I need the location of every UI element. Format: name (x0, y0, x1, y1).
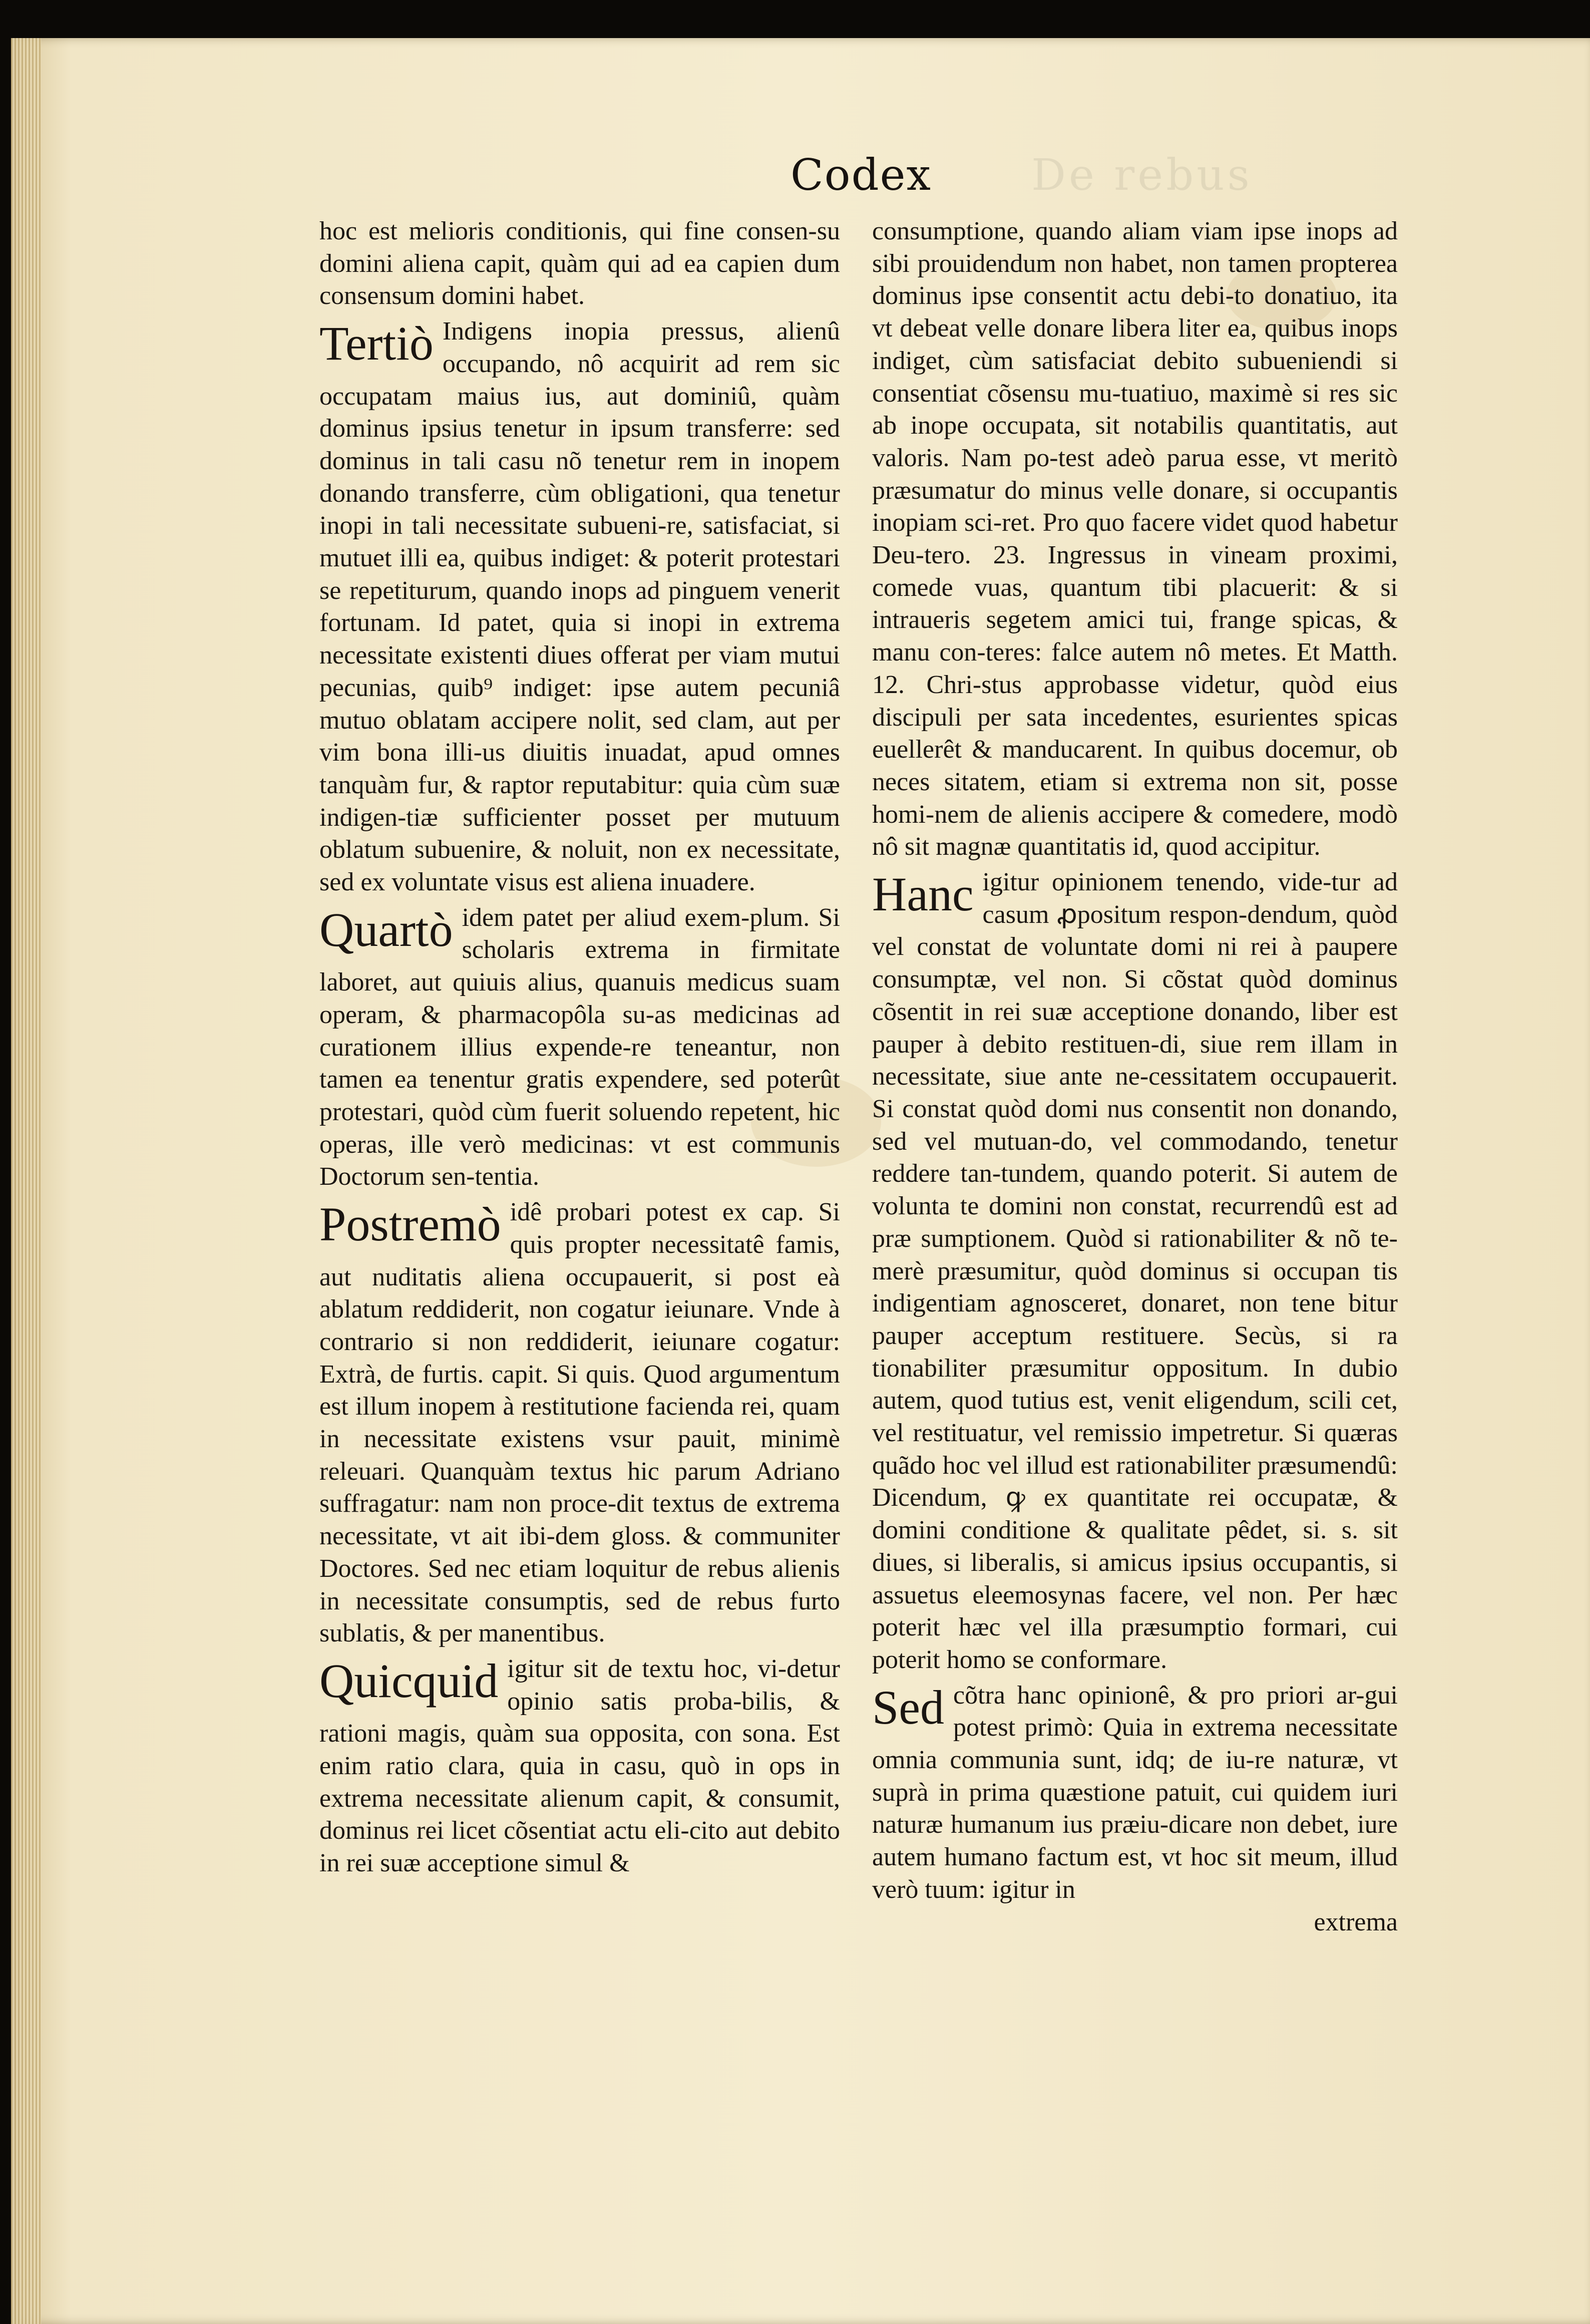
continuation-text: consumptione, quando aliam viam ipse inops ad sibi prouidendum non habet, non tamen propterea dominus ipse consentit actu debi-to donatiuo, ita vt debeat velle donare libera liter ea, quibus inops indiget, cùm satisfaciat debito subueniendi si consentiat cõsensu mu-tuatiuo, maximè si res sic ab inope occupata, sit notabilis quantitatis, aut valoris. Nam po-test adeò parua esse, vt meritò præsumatur do minus velle donare, si occupantis inopiam sci-ret. Pro quo facere videt quod habetur Deu-tero. 23. Ingressus in vineam proximi, comede vuas, quantum tibi placuerit: & si intraueris segetem amici tui, frange spicas, & manu con-teres: falce autem nô metes. Et Matth. 12. Chri-stus approbasse videtur, quòd eius discipuli per sata incedentes, esurientes spicas euellerêt & manducarent. In quibus docemur, ob neces sitatem, etiam si extrema non sit, posse homi-nem de alienis accipere & comedere, modò nô sit magnæ quantitatis id, quod accipitur. (872, 217, 1398, 861)
section-sed (872, 1680, 1398, 1906)
continuation-text: hoc est melioris conditionis, qui fine consen-su domini aliena capit, quàm qui ad ea capien dum consensum domini habet. (319, 217, 840, 310)
section-hanc (872, 866, 1398, 1677)
right-column (872, 215, 1398, 1938)
section-text: igitur opinionem tenendo, vide-tur ad casum ꝓpositum respon-dendum, quòd vel constat de voluntate domi ni rei à paupere consumptæ, vel non. Si cõstat quòd dominus cõsentit in rei suæ acceptione donando, liber est pauper à debito restituen-di, siue rem illam in necessitate, siue ante ne-cessitatem occupauerit. Si constat quòd domi nus consentit non donando, sed vel mutuan-do, vel commodando, tenetur reddere tan-tundem, quando poterit. Si autem de volunta te domini non constat, recurrendû est ad præ sumptionem. Quòd si rationabiliter & nõ te-merè præsumitur, quòd dominus si occupan tis indigentiam agnosceret, donaret, non tene bitur pauper acceptum restituere. Secùs, si ra tionabiliter præsumitur oppositum. In dubio autem, quod tutius est, venit eligendum, scili cet, vel restituatur, vel remissio impetretur. Si quæras quãdo hoc vel illud est rationabiliter præsumendû: Dicendum, ꝙ ex quantitate rei occupatæ, & domini conditione & qualitate pêdet, si. s. sit diues, si liberalis, si amicus ipsius occupantis, si assuetus eleemosynas facere, vel non. Per hæc poterit hæc vel illa præsumptio formari, cui poterit homo se conformare. (872, 868, 1398, 1674)
page-edge (11, 38, 41, 2324)
section-postremo (319, 1196, 840, 1650)
catchword: extrema (1314, 1907, 1398, 1936)
initial-word: Sed (872, 1680, 944, 1734)
section-tertio (319, 315, 840, 899)
initial-word: Quartò (319, 902, 453, 956)
section-text: idem patet per aliud exem-plum. Si scholaris extrema in firmitate laboret, aut quiuis alius, quanuis medicus suam operam, & pharmacopôla su-as medicinas ad curationem illius expende-re teneantur, non tamen ea tenentur gratis expendere, sed poterût protestari, quòd cùm fuerit soluendo repetent, hic operas, ille verò medicinas: vt est communis Doctorum sen-tentia. (319, 903, 840, 1191)
left-column (319, 215, 840, 1880)
initial-word: Quicquid (319, 1653, 499, 1708)
initial-word: Tertiò (319, 316, 434, 371)
section-quarto (319, 902, 840, 1193)
section-quicquid (319, 1653, 840, 1880)
running-head: Codex (790, 150, 932, 200)
section-text: cõtra hanc opinionê, & pro priori ar-gui potest primò: Quia in extrema necessitate omnia communia sunt, idq; de iu-re naturæ, vt suprà in prima quæstione patuit, cui quidem iuri naturæ humanum ius præiu-dicare non debet, iure autem humano factum est, vt hoc sit meum, illud verò tuum: igitur in (872, 1681, 1398, 1904)
initial-word: Hanc (872, 867, 974, 921)
bleed-through-text: De rebus (1031, 150, 1253, 200)
section-text: igitur sit de textu hoc, vi-detur opinio satis proba-bilis, & rationi magis, quàm sua opposita, con sona. Est enim ratio clara, quia in casu, quò in ops in extrema necessitate alienum capit, & consumit, dominus rei licet cõsentiat actu eli-cito aut debito in rei suæ acceptione simul & (319, 1654, 840, 1878)
section-text: idê probari potest ex cap. Si quis propter necessitatê famis, aut nuditatis aliena occupauerit, si post eà ablatum reddiderit, non cogatur ieiunare. Vnde à contrario si non reddiderit, ieiunare cogatur: Extrà, de furtis. capit. Si quis. Quod argumentum est illum inopem à restitutione facienda rei, quam in necessitate existens vsur pauit, minimè releuari. Quanquàm textus hic parum Adriano suffragatur: nam non proce-dit textus de extrema necessitate, vt ait ibi-dem gloss. & communiter Doctores. Sed nec etiam loquitur de rebus alienis in necessitate consumptis, sed de rebus furto sublatis, & per manentibus. (319, 1198, 840, 1648)
initial-word: Postremò (319, 1197, 501, 1251)
section-text: Indigens inopia pressus, alienû occupando, nô acquirit ad rem sic occupatam maius ius, aut dominiû, quàm dominus ipsius tenetur in ipsum transferre: sed dominus in tali casu nõ tenetur rem in inopem donando transferre, cùm obligationi, qua tenetur inopi in tali necessitate subueni-re, satisfaciat, si mutuet illi ea, quibus indiget: & poterit protestari se repetiturum, quando inops ad pinguem venerit fortunam. Id patet, quia si inopi in extrema necessitate existenti diues offerat per viam mutui pecunias, quib⁹ indiget: ipse autem pecuniâ mutuo oblatam accipere nolit, sed clam, aut per vim bona illi-us diuitis inuadat, apud omnes tanquàm fur, & raptor reputabitur: quia cùm suæ indigen-tiæ sufficienter posset per mutuum oblatum subuenire, & noluit, non ex necessitate, sed ex voluntate visus est aliena inuadere. (319, 317, 840, 897)
